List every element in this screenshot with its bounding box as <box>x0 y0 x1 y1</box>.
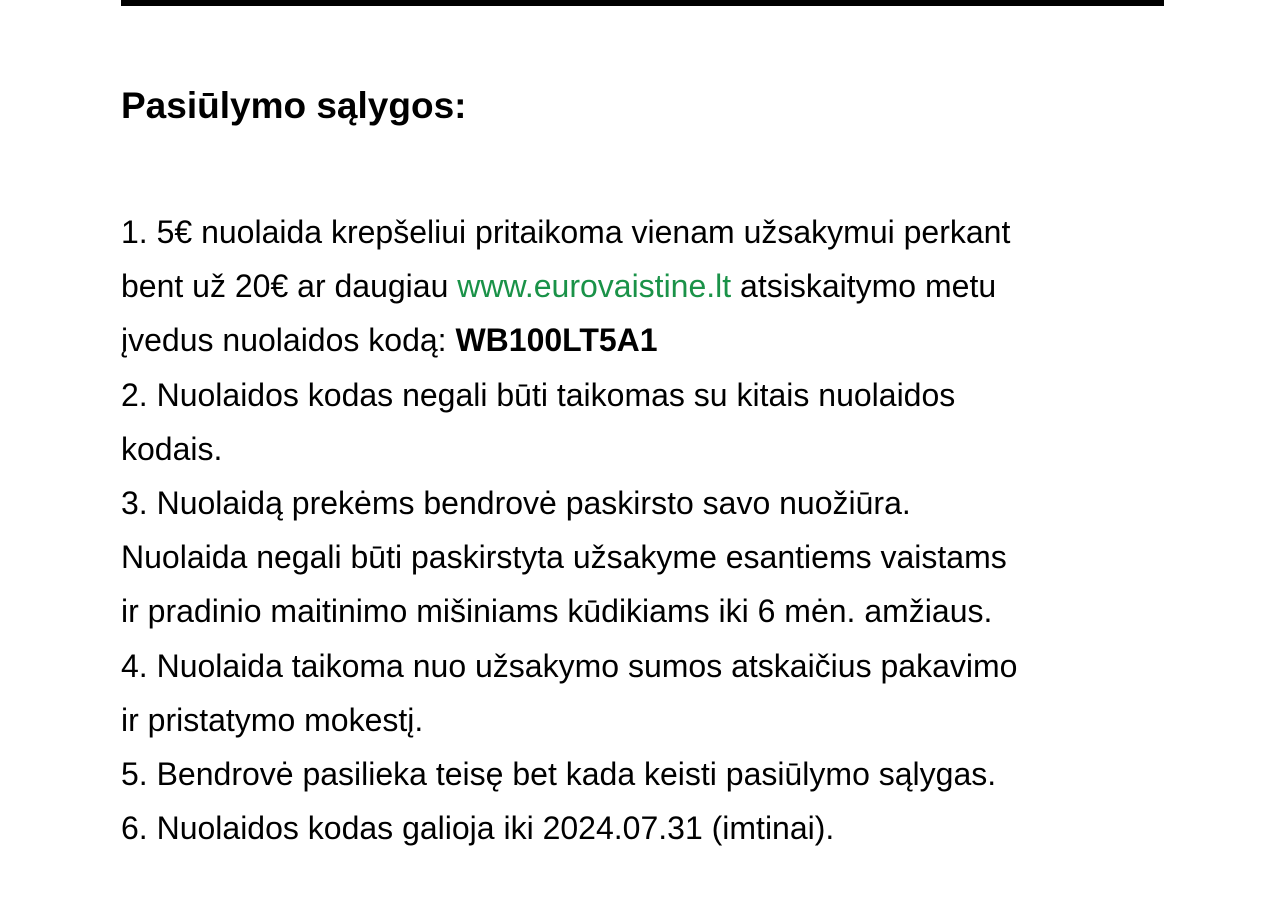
term-item-6 <box>121 801 1171 855</box>
term-1-text-after-link: atsiskaitymo metu <box>731 268 997 305</box>
term-item-5 <box>121 747 1171 801</box>
discount-code: WB100LT5A1 <box>455 322 658 359</box>
term-item-2 <box>121 368 1171 476</box>
term-item-4 <box>121 639 1171 747</box>
terms-list <box>121 205 1171 855</box>
term-item-1 <box>121 205 1171 368</box>
term-3-line-3: ir pradinio maitinimo mišiniams kūdikiams iki 6 mėn. amžiaus. <box>121 593 993 630</box>
term-3-line-1: 3. Nuolaidą prekėms bendrovė paskirsto savo nuožiūra. <box>121 485 911 522</box>
term-2-line-2: kodais. <box>121 430 223 467</box>
term-1-line-3 <box>121 313 1171 367</box>
term-2-line-1: 2. Nuolaidos kodas negali būti taikomas su kitais nuolaidos <box>121 376 956 413</box>
top-divider <box>121 0 1164 6</box>
term-4-line-1: 4. Nuolaida taikoma nuo užsakymo sumos atskaičius pakavimo <box>121 647 1018 684</box>
term-3-line-2: Nuolaida negali būti paskirstyta užsakyme esantiems vaistams <box>121 539 1007 576</box>
eurovaistine-link[interactable]: www.eurovaistine.lt <box>457 268 732 305</box>
term-4-line-2: ir pristatymo mokestį. <box>121 701 424 738</box>
term-6-line-1: 6. Nuolaidos kodas galioja iki 2024.07.31 (imtinai). <box>121 810 835 847</box>
term-5-line-1: 5. Bendrovė pasilieka teisę bet kada keisti pasiūlymo sąlygas. <box>121 756 997 793</box>
term-1-code-intro: įvedus nuolaidos kodą: <box>121 322 456 359</box>
term-item-3 <box>121 476 1171 639</box>
term-1-line-2 <box>121 259 1171 313</box>
term-1-line-1: 1. 5€ nuolaida krepšeliui pritaikoma vienam užsakymui perkant <box>121 214 1011 250</box>
page-title: Pasiūlymo sąlygos: <box>121 85 467 126</box>
term-1-text-before-link: bent už 20€ ar daugiau <box>121 268 458 305</box>
